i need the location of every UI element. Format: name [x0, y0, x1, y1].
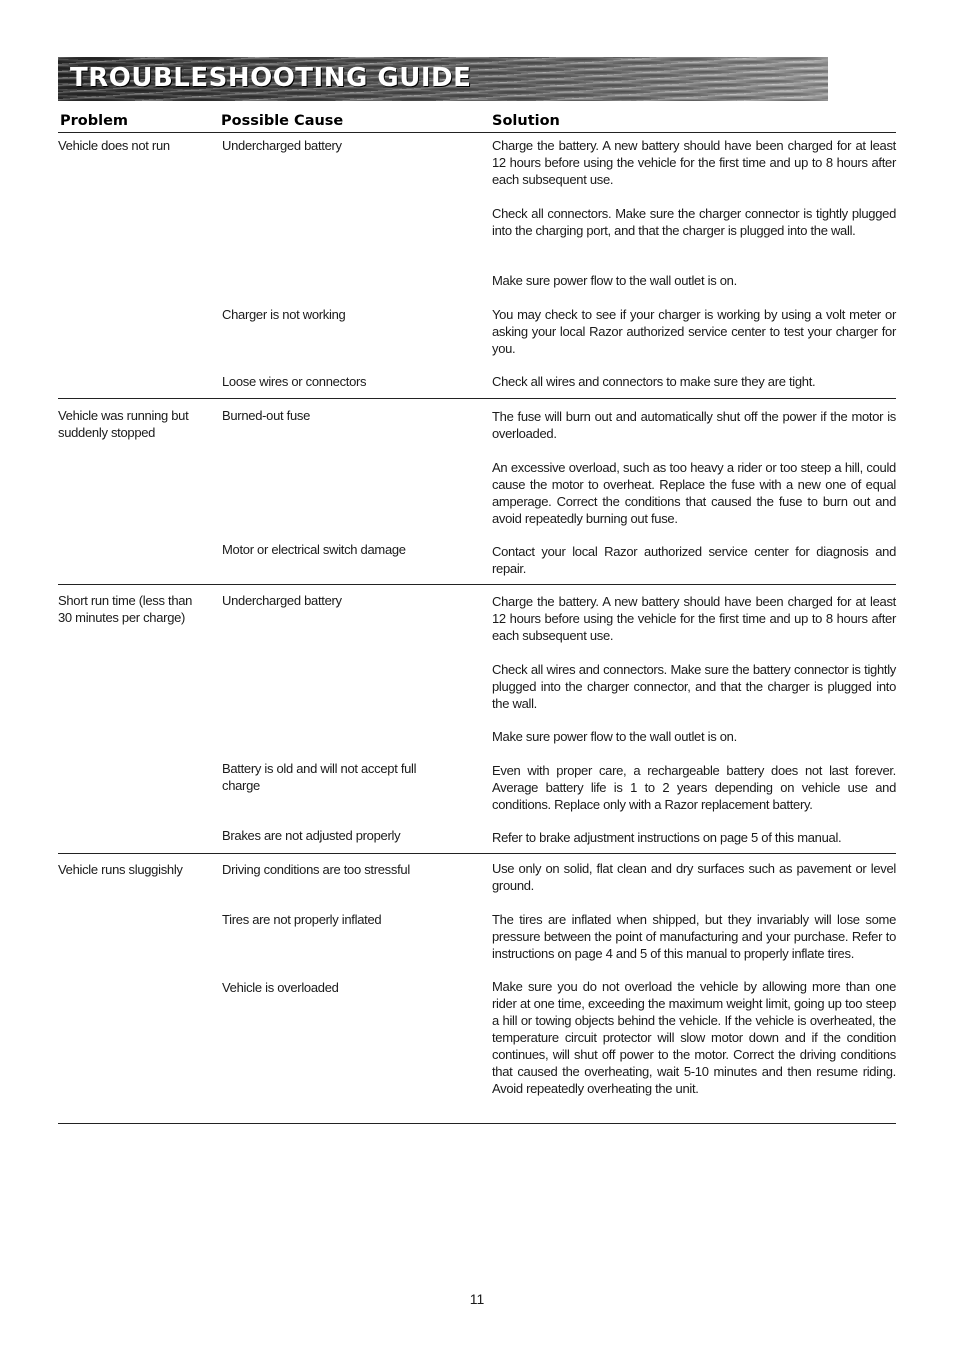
column-header-solution: Solution [492, 113, 560, 129]
page-number: 11 [469, 1291, 485, 1307]
solution-cell: Even with proper care, a rechargeable battery does not last forever. Average battery life is 1 to 2 years depending on vehicle use and conditions. Replace only with a Razor replacement battery. [492, 763, 896, 812]
row-divider [58, 853, 896, 854]
cause-cell: Burned-out fuse [222, 408, 311, 423]
cause-cell: Undercharged battery [222, 138, 342, 153]
solution-cell: Make sure power flow to the wall outlet is on. [492, 273, 737, 288]
table-bottom-divider [58, 1123, 896, 1124]
cause-cell: Loose wires or connectors [222, 374, 367, 389]
cause-cell: Battery is old and will not accept full charge [222, 761, 417, 793]
cause-cell: Charger is not working [222, 307, 346, 322]
cause-cell: Motor or electrical switch damage [222, 542, 406, 557]
solution-cell: You may check to see if your charger is working by using a volt meter or asking your local Razor authorized service center to test your charger for you. [492, 307, 896, 356]
page-title: TROUBLESHOOTING GUIDE [70, 63, 472, 93]
solution-cell: Contact your local Razor authorized service center for diagnosis and repair. [492, 544, 896, 576]
solution-cell: Refer to brake adjustment instructions on page 5 of this manual. [492, 830, 842, 845]
solution-cell: Check all wires and connectors to make sure they are tight. [492, 374, 816, 389]
solution-cell: Use only on solid, flat clean and dry surfaces such as pavement or level ground. [492, 861, 896, 893]
row-divider [58, 584, 896, 585]
header-divider [58, 132, 896, 133]
solution-cell: Charge the battery. A new battery should have been charged for at least 12 hours before using the vehicle for the first time and up to 8 hours after each subsequent use. [492, 594, 896, 643]
solution-cell: Make sure you do not overload the vehicle by allowing more than one rider at one time, exceeding the maximum weight limit, going up too steep a hill or towing objects behind the vehicle. If the vehicle is overheated, the temperature circuit protector will slow motor down and if the condition continues, will shut off power to the motor. Correct the driving conditions that caused the overheating, wait 5-10 minutes and then resume riding. Avoid repeatedly overheating the unit. [492, 979, 896, 1096]
solution-cell: Check all connectors. Make sure the charger connector is tightly plugged into the charging port, and that the charger is plugged into the wall. [492, 206, 896, 238]
problem-cell: Short run time (less than 30 minutes per charge) [58, 593, 193, 625]
column-header-cause: Possible Cause [221, 113, 344, 129]
solution-cell: An excessive overload, such as too heavy a rider or too steep a hill, could cause the motor to overheat. Replace the fuse with a new one of equal amperage. Correct the conditions that caused the fuse to burn out and avoid repeatedly burning out fuse. [492, 460, 896, 526]
cause-cell: Vehicle is overloaded [222, 980, 339, 995]
problem-cell: Vehicle runs sluggishly [58, 862, 183, 877]
solution-cell: The tires are inflated when shipped, but they invariably will lose some pressure between the point of manufacturing and your purchase. Refer to instructions on page 4 and 5 of this manual to properly inflate tires. [492, 912, 896, 961]
cause-cell: Undercharged battery [222, 593, 342, 608]
cause-cell: Driving conditions are too stressful [222, 862, 410, 877]
solution-cell: The fuse will burn out and automatically shut off the power if the motor is overloaded. [492, 409, 896, 441]
problem-cell: Vehicle was running but suddenly stopped [58, 408, 189, 440]
solution-cell: Charge the battery. A new battery should have been charged for at least 12 hours before using the vehicle for the first time and up to 8 hours after each subsequent use. [492, 138, 896, 187]
cause-cell: Brakes are not adjusted properly [222, 828, 401, 843]
solution-cell: Check all wires and connectors. Make sure the battery connector is tightly plugged into the charger connector, and that the charger is plugged into the wall. [492, 662, 896, 711]
problem-cell: Vehicle does not run [58, 138, 170, 153]
section-banner [58, 57, 828, 101]
cause-cell: Tires are not properly inflated [222, 912, 382, 927]
row-divider [58, 398, 896, 399]
solution-cell: Make sure power flow to the wall outlet is on. [492, 729, 737, 744]
column-header-problem: Problem [60, 113, 129, 129]
